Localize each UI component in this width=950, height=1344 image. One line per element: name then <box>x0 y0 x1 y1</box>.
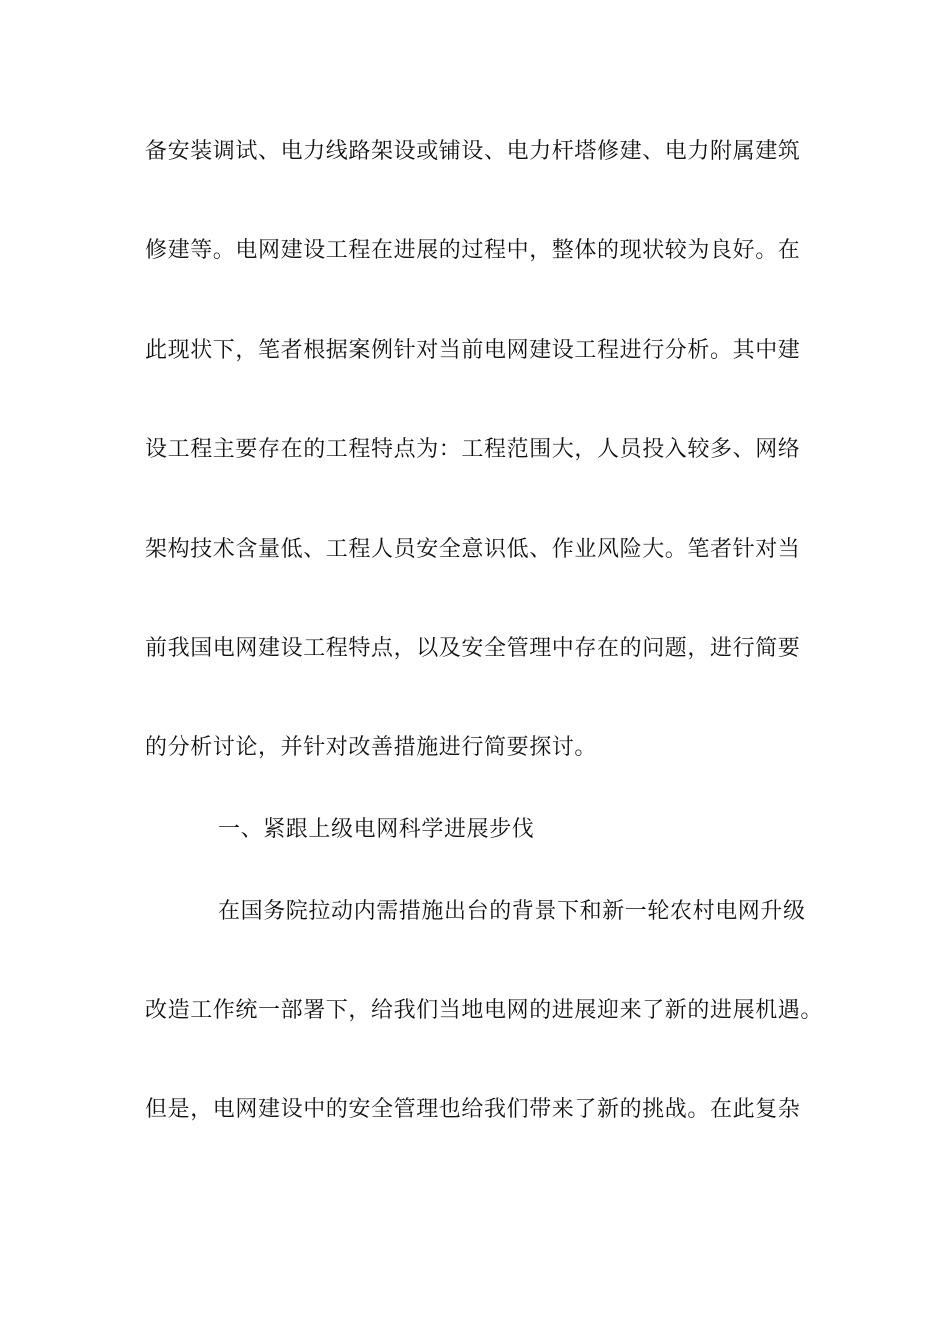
paragraph-line: 此现状下，笔者根据案例针对当前电网建设工程进行分析。其中建 <box>145 338 801 363</box>
paragraph-line: 备安装调试、电力线路架设或铺设、电力杆塔修建、电力附属建筑 <box>145 139 801 164</box>
paragraph-line: 的分析讨论，并针对改善措施进行简要探讨。 <box>145 735 598 760</box>
paragraph-line: 改造工作统一部署下，给我们当地电网的进展迎来了新的进展机遇。 <box>145 998 824 1023</box>
paragraph-line: 修建等。电网建设工程在进展的过程中，整体的现状较为良好。在 <box>145 238 801 263</box>
paragraph-line: 但是，电网建设中的安全管理也给我们带来了新的挑战。在此复杂 <box>145 1097 801 1122</box>
paragraph-line: 架构技术含量低、工程人员安全意识低、作业风险大。笔者针对当 <box>145 537 801 562</box>
paragraph-line: 在国务院拉动内需措施出台的背景下和新一轮农村电网升级 <box>218 899 806 924</box>
section-heading: 一、紧跟上级电网科学进展步伐 <box>218 817 535 842</box>
paragraph-line: 设工程主要存在的工程特点为：工程范围大，人员投入较多、网络 <box>145 437 801 462</box>
paragraph-line: 前我国电网建设工程特点，以及安全管理中存在的问题，进行简要 <box>145 636 801 661</box>
